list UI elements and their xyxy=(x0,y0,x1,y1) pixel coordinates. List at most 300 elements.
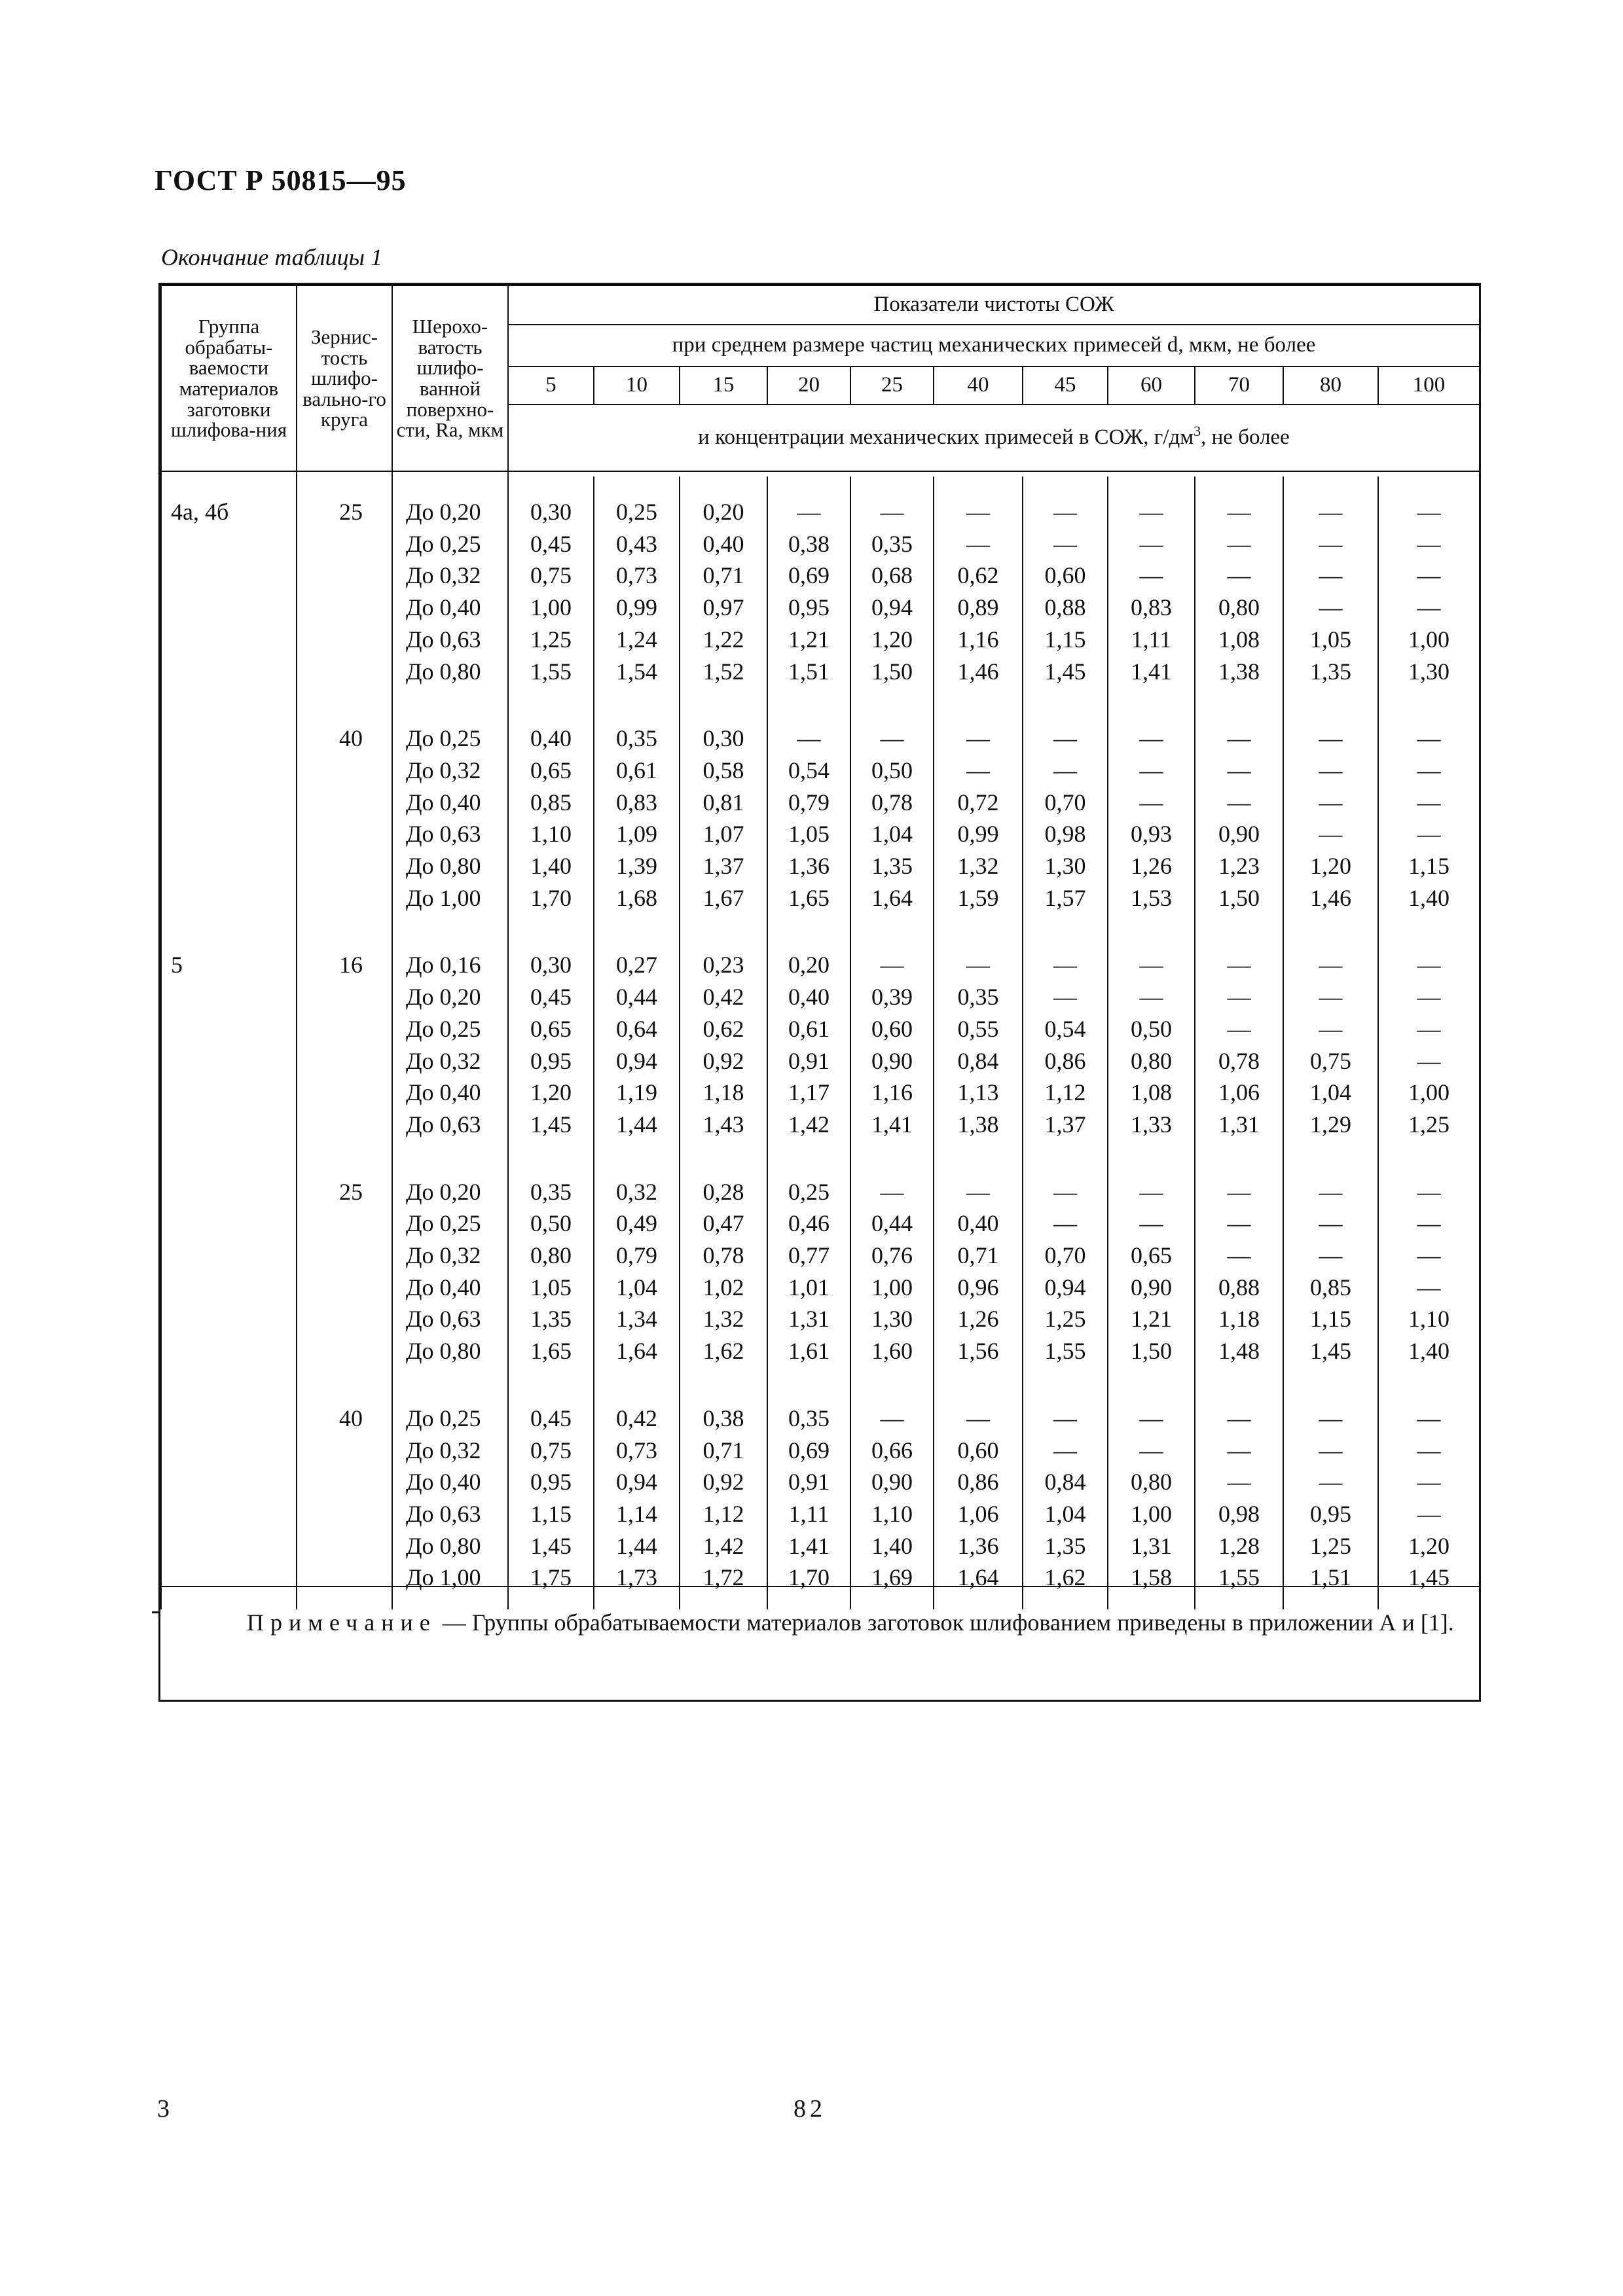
concentration-value: 1,06 xyxy=(957,1500,999,1527)
roughness-value: До 0,40 xyxy=(406,1079,481,1106)
concentration-value: 1,56 xyxy=(957,1338,999,1365)
concentration-value: 1,37 xyxy=(702,853,744,880)
concentration-value: 1,40 xyxy=(1408,1338,1450,1365)
concentration-value: 0,97 xyxy=(702,594,744,621)
concentration-value: 0,40 xyxy=(702,530,744,557)
concentration-value: 1,54 xyxy=(616,658,657,685)
concentration-value: 1,28 xyxy=(1218,1532,1260,1559)
concentration-cell xyxy=(680,476,767,703)
concentration-value: 0,66 xyxy=(871,1437,913,1463)
concentration-value: 1,43 xyxy=(702,1111,744,1138)
size-header-cell: 100 xyxy=(1378,367,1480,404)
concentration-value: 0,94 xyxy=(871,594,913,621)
concentration-value: 1,00 xyxy=(1408,1079,1450,1106)
concentration-value: 0,61 xyxy=(788,1015,830,1042)
concentration-cell xyxy=(1108,703,1195,929)
grain-cell xyxy=(297,476,392,703)
concentration-value: 1,30 xyxy=(1044,853,1086,880)
concentration-value: 0,65 xyxy=(530,1015,572,1042)
table-block-row xyxy=(161,476,1480,703)
header-purity: Показатели чистоты СОЖ xyxy=(508,285,1480,325)
concentration-value: 0,90 xyxy=(871,1047,913,1074)
concentration-value: — xyxy=(1417,530,1441,557)
concentration-value: 0,39 xyxy=(871,984,913,1011)
concentration-value: 1,11 xyxy=(1131,626,1172,653)
concentration-cell xyxy=(850,476,934,703)
concentration-value: 0,84 xyxy=(1044,1469,1086,1496)
concentration-value: 0,78 xyxy=(1218,1047,1260,1074)
concentration-value: — xyxy=(1139,952,1163,978)
concentration-value: 1,42 xyxy=(788,1111,830,1138)
concentration-value: 0,20 xyxy=(788,952,830,978)
concentration-cell xyxy=(1108,1383,1195,1609)
concentration-value: 1,23 xyxy=(1218,853,1260,880)
concentration-value: — xyxy=(1227,1015,1251,1042)
concentration-value: 1,53 xyxy=(1131,884,1172,911)
concentration-value: — xyxy=(1227,984,1251,1011)
concentration-value: 0,77 xyxy=(788,1242,830,1269)
concentration-value: — xyxy=(1319,530,1343,557)
concentration-cell xyxy=(934,703,1023,929)
concentration-value: — xyxy=(1319,757,1343,783)
concentration-value: 0,30 xyxy=(702,725,744,752)
concentration-value: — xyxy=(1053,984,1077,1011)
concentration-value: — xyxy=(1053,499,1077,525)
roughness-value: До 0,25 xyxy=(406,530,481,557)
concentration-cell xyxy=(594,929,680,1156)
concentration-cell xyxy=(1283,703,1378,929)
concentration-value: 1,04 xyxy=(1044,1500,1086,1527)
concentration-value: 0,91 xyxy=(788,1047,830,1074)
concentration-value: 1,70 xyxy=(788,1564,830,1591)
header-concentration-text: и концентрации механических примесей в СОЖ, г/дм xyxy=(698,425,1194,450)
concentration-value: 1,15 xyxy=(1408,853,1450,880)
concentration-value: 1,73 xyxy=(616,1564,657,1591)
concentration-value: — xyxy=(966,1178,990,1205)
concentration-value: — xyxy=(1417,984,1441,1011)
concentration-cell xyxy=(767,476,850,703)
concentration-value: 1,00 xyxy=(530,594,572,621)
concentration-value: — xyxy=(1227,757,1251,783)
grain-cell xyxy=(297,929,392,1156)
concentration-cell xyxy=(1378,703,1480,929)
concentration-value: 1,02 xyxy=(702,1274,744,1300)
concentration-value: 0,54 xyxy=(1044,1015,1086,1042)
concentration-value: — xyxy=(1053,1178,1077,1205)
concentration-value: — xyxy=(1417,1015,1441,1042)
concentration-value: 1,55 xyxy=(1044,1338,1086,1365)
concentration-value: — xyxy=(797,725,821,752)
concentration-value: 0,32 xyxy=(616,1178,657,1205)
concentration-cell xyxy=(850,1157,934,1383)
concentration-value: 0,95 xyxy=(530,1047,572,1074)
concentration-value: 1,09 xyxy=(616,821,657,848)
concentration-value: 0,40 xyxy=(788,984,830,1011)
concentration-value: — xyxy=(1227,1469,1251,1496)
concentration-value: 0,65 xyxy=(1131,1242,1172,1269)
concentration-value: 1,59 xyxy=(957,884,999,911)
group-cell xyxy=(161,1157,297,1383)
roughness-value: До 0,40 xyxy=(406,1274,481,1300)
concentration-value: 1,04 xyxy=(616,1274,657,1300)
concentration-value: — xyxy=(1417,1210,1441,1237)
concentration-value: — xyxy=(1227,789,1251,816)
concentration-value: 0,94 xyxy=(616,1047,657,1074)
roughness-value: До 1,00 xyxy=(406,1564,481,1591)
concentration-value: 0,71 xyxy=(702,1437,744,1463)
concentration-value: 0,69 xyxy=(788,562,830,589)
concentration-value: — xyxy=(1053,1437,1077,1463)
header-rule xyxy=(297,471,392,476)
concentration-value: 1,30 xyxy=(871,1306,913,1333)
concentration-value: 1,62 xyxy=(702,1338,744,1365)
roughness-value: До 1,00 xyxy=(406,884,481,911)
concentration-value: 1,51 xyxy=(788,658,830,685)
concentration-value: — xyxy=(1417,594,1441,621)
concentration-value: 1,65 xyxy=(530,1338,572,1365)
concentration-value: — xyxy=(1319,1437,1343,1463)
concentration-value: 1,12 xyxy=(1044,1079,1086,1106)
size-header-cell: 80 xyxy=(1283,367,1378,404)
concentration-cell xyxy=(1023,1157,1108,1383)
roughness-value: До 0,20 xyxy=(406,984,481,1011)
concentration-value: 1,41 xyxy=(788,1532,830,1559)
concentration-cell xyxy=(1195,476,1283,703)
concentration-value: 0,49 xyxy=(616,1210,657,1237)
table-block-row xyxy=(161,929,1480,1156)
concentration-value: 1,12 xyxy=(702,1500,744,1527)
concentration-value: 1,45 xyxy=(1310,1338,1351,1365)
grain-value: 25 xyxy=(339,499,363,525)
concentration-value: 0,95 xyxy=(530,1469,572,1496)
concentration-value: 0,91 xyxy=(788,1469,830,1496)
concentration-value: 0,75 xyxy=(530,1437,572,1463)
roughness-cell xyxy=(392,1383,508,1609)
concentration-value: 1,65 xyxy=(788,884,830,911)
concentration-value: 1,04 xyxy=(1310,1079,1351,1106)
concentration-value: 0,94 xyxy=(616,1469,657,1496)
concentration-value: 1,45 xyxy=(1408,1564,1450,1591)
concentration-value: — xyxy=(1227,1242,1251,1269)
concentration-value: 1,70 xyxy=(530,884,572,911)
concentration-value: 1,32 xyxy=(957,853,999,880)
concentration-value: — xyxy=(1227,1437,1251,1463)
concentration-cell xyxy=(767,703,850,929)
table-block-row xyxy=(161,1157,1480,1383)
concentration-cell xyxy=(1108,1157,1195,1383)
concentration-value: — xyxy=(966,530,990,557)
concentration-value: 0,93 xyxy=(1131,821,1172,848)
concentration-value: 1,20 xyxy=(871,626,913,653)
header-roughness: Шерохо-ватость шлифо-ванной поверхно-сти, Ra, мкм xyxy=(392,285,508,471)
concentration-value: 0,98 xyxy=(1044,821,1086,848)
concentration-value: 1,15 xyxy=(1044,626,1086,653)
concentration-value: — xyxy=(1227,530,1251,557)
concentration-value: — xyxy=(966,725,990,752)
size-header-cell: 10 xyxy=(594,367,680,404)
concentration-value: 0,35 xyxy=(871,530,913,557)
concentration-value: 1,16 xyxy=(871,1079,913,1106)
roughness-value: До 0,32 xyxy=(406,562,481,589)
concentration-value: 1,29 xyxy=(1310,1111,1351,1138)
roughness-value: До 0,25 xyxy=(406,1405,481,1431)
concentration-value: 0,99 xyxy=(616,594,657,621)
concentration-value: 1,41 xyxy=(871,1111,913,1138)
table-frame xyxy=(158,283,1481,1702)
roughness-cell xyxy=(392,1157,508,1383)
concentration-value: 1,06 xyxy=(1218,1079,1260,1106)
concentration-value: 0,88 xyxy=(1218,1274,1260,1300)
concentration-value: 1,50 xyxy=(1218,884,1260,911)
concentration-value: 1,64 xyxy=(616,1338,657,1365)
concentration-value: 1,50 xyxy=(871,658,913,685)
group-cell xyxy=(161,476,297,703)
concentration-value: 1,00 xyxy=(1408,626,1450,653)
concentration-value: 1,18 xyxy=(702,1079,744,1106)
concentration-value: — xyxy=(1139,725,1163,752)
concentration-cell xyxy=(767,1157,850,1383)
concentration-value: 0,96 xyxy=(957,1274,999,1300)
table-note xyxy=(160,1586,1479,1638)
concentration-cell xyxy=(934,1157,1023,1383)
concentration-value: 1,14 xyxy=(616,1500,657,1527)
concentration-cell xyxy=(680,703,767,929)
concentration-cell xyxy=(1378,1157,1480,1383)
concentration-value: 1,24 xyxy=(616,626,657,653)
concentration-cell xyxy=(1378,929,1480,1156)
concentration-value: 0,50 xyxy=(1131,1015,1172,1042)
concentration-value: 1,13 xyxy=(957,1079,999,1106)
concentration-value: — xyxy=(1417,1274,1441,1300)
concentration-value: — xyxy=(1319,984,1343,1011)
concentration-value: 1,20 xyxy=(530,1079,572,1106)
roughness-value: До 0,16 xyxy=(406,952,481,978)
concentration-value: 0,40 xyxy=(530,725,572,752)
concentration-cell xyxy=(1195,929,1283,1156)
concentration-value: 1,58 xyxy=(1131,1564,1172,1591)
concentration-value: — xyxy=(880,725,904,752)
concentration-value: — xyxy=(1227,725,1251,752)
concentration-value: 0,60 xyxy=(957,1437,999,1463)
size-header-cell: 5 xyxy=(508,367,594,404)
concentration-value: — xyxy=(1319,1469,1343,1496)
concentration-value: — xyxy=(1319,499,1343,525)
table-block-row xyxy=(161,1383,1480,1609)
concentration-value: — xyxy=(1139,1210,1163,1237)
concentration-value: — xyxy=(1319,821,1343,848)
concentration-value: 1,33 xyxy=(1131,1111,1172,1138)
concentration-value: — xyxy=(1139,499,1163,525)
concentration-value: 0,43 xyxy=(616,530,657,557)
concentration-value: 0,86 xyxy=(1044,1047,1086,1074)
header-group: Группа обрабаты-ваемости материалов заготовки шлифова-ния xyxy=(161,285,297,471)
concentration-value: 1,40 xyxy=(530,853,572,880)
concentration-value: — xyxy=(1053,1405,1077,1431)
concentration-value: 1,41 xyxy=(1131,658,1172,685)
concentration-value: 1,00 xyxy=(871,1274,913,1300)
concentration-value: 0,25 xyxy=(616,499,657,525)
concentration-value: 1,37 xyxy=(1044,1111,1086,1138)
concentration-value: 1,57 xyxy=(1044,884,1086,911)
concentration-value: — xyxy=(1417,1469,1441,1496)
concentration-cell xyxy=(1378,476,1480,703)
concentration-value: 1,60 xyxy=(871,1338,913,1365)
concentration-value: — xyxy=(1319,1210,1343,1237)
concentration-cell xyxy=(680,1157,767,1383)
concentration-value: 0,70 xyxy=(1044,1242,1086,1269)
concentration-value: 0,73 xyxy=(616,1437,657,1463)
page-footer-number: 82 xyxy=(793,2095,826,2123)
concentration-cell xyxy=(508,1157,594,1383)
concentration-value: 0,72 xyxy=(957,789,999,816)
concentration-value: — xyxy=(1139,1178,1163,1205)
concentration-value: 1,72 xyxy=(702,1564,744,1591)
concentration-value: — xyxy=(1139,789,1163,816)
concentration-cell xyxy=(1195,1383,1283,1609)
concentration-value: 0,88 xyxy=(1044,594,1086,621)
concentration-value: 0,40 xyxy=(957,1210,999,1237)
concentration-value: 0,75 xyxy=(1310,1047,1351,1074)
concentration-value: 0,46 xyxy=(788,1210,830,1237)
concentration-cell xyxy=(850,929,934,1156)
concentration-value: — xyxy=(1319,1405,1343,1431)
group-value: 4а, 4б xyxy=(171,499,229,525)
concentration-value: 0,62 xyxy=(702,1015,744,1042)
concentration-value: 1,40 xyxy=(1408,884,1450,911)
concentration-value: 1,36 xyxy=(788,853,830,880)
concentration-value: 1,61 xyxy=(788,1338,830,1365)
concentration-cell xyxy=(1283,929,1378,1156)
grain-value: 16 xyxy=(339,952,363,978)
concentration-value: 0,27 xyxy=(616,952,657,978)
concentration-value: 1,25 xyxy=(1310,1532,1351,1559)
concentration-value: 1,26 xyxy=(957,1306,999,1333)
roughness-value: До 0,63 xyxy=(406,1306,481,1333)
concentration-cell xyxy=(594,1383,680,1609)
concentration-value: — xyxy=(1417,499,1441,525)
concentration-value: 0,47 xyxy=(702,1210,744,1237)
concentration-value: 1,20 xyxy=(1310,853,1351,880)
concentration-value: 0,95 xyxy=(1310,1500,1351,1527)
concentration-value: 0,45 xyxy=(530,984,572,1011)
concentration-value: 1,35 xyxy=(1044,1532,1086,1559)
concentration-value: 0,35 xyxy=(530,1178,572,1205)
concentration-value: 1,32 xyxy=(702,1306,744,1333)
concentration-value: 1,21 xyxy=(1131,1306,1172,1333)
concentration-value: 0,71 xyxy=(702,562,744,589)
concentration-value: 1,15 xyxy=(1310,1306,1351,1333)
table-caption: Окончание таблицы 1 xyxy=(161,244,383,270)
concentration-value: — xyxy=(1053,1210,1077,1237)
grain-value: 25 xyxy=(339,1178,363,1205)
concentration-value: — xyxy=(880,952,904,978)
concentration-value: 1,10 xyxy=(1408,1306,1450,1333)
roughness-value: До 0,80 xyxy=(406,1532,481,1559)
concentration-cell xyxy=(1108,476,1195,703)
note-label: Примечание xyxy=(247,1609,437,1636)
concentration-value: — xyxy=(1139,1437,1163,1463)
concentration-value: 0,44 xyxy=(871,1210,913,1237)
concentration-cell xyxy=(508,703,594,929)
header-concentration xyxy=(508,404,1480,471)
concentration-value: 0,68 xyxy=(871,562,913,589)
concentration-value: 0,70 xyxy=(1044,789,1086,816)
concentration-value: — xyxy=(1417,1437,1441,1463)
concentration-value: 1,38 xyxy=(957,1111,999,1138)
concentration-value: 1,25 xyxy=(1408,1111,1450,1138)
concentration-value: — xyxy=(1053,757,1077,783)
roughness-value: До 0,63 xyxy=(406,626,481,653)
concentration-value: 1,46 xyxy=(1310,884,1351,911)
group-cell xyxy=(161,929,297,1156)
concentration-cell xyxy=(594,476,680,703)
concentration-value: 0,92 xyxy=(702,1047,744,1074)
roughness-value: До 0,40 xyxy=(406,1469,481,1496)
concentration-value: — xyxy=(1319,1178,1343,1205)
concentration-value: — xyxy=(1319,1015,1343,1042)
concentration-value: 1,30 xyxy=(1408,658,1450,685)
concentration-value: — xyxy=(1417,1500,1441,1527)
concentration-value: 0,35 xyxy=(616,725,657,752)
concentration-value: 0,30 xyxy=(530,499,572,525)
concentration-cell xyxy=(1108,929,1195,1156)
concentration-value: — xyxy=(1227,952,1251,978)
concentration-value: 0,73 xyxy=(616,562,657,589)
concentration-value: 1,25 xyxy=(1044,1306,1086,1333)
concentration-value: — xyxy=(1319,594,1343,621)
concentration-value: 1,50 xyxy=(1131,1338,1172,1365)
concentration-value: 1,26 xyxy=(1131,853,1172,880)
concentration-cell xyxy=(1023,703,1108,929)
concentration-value: — xyxy=(1053,952,1077,978)
concentration-cell xyxy=(767,1383,850,1609)
roughness-value: До 0,32 xyxy=(406,1242,481,1269)
concentration-cell xyxy=(1378,1383,1480,1609)
concentration-value: 1,05 xyxy=(788,821,830,848)
concentration-value: 0,25 xyxy=(788,1178,830,1205)
concentration-cell xyxy=(1195,1157,1283,1383)
concentration-value: — xyxy=(1227,1210,1251,1237)
roughness-cell xyxy=(392,476,508,703)
concentration-value: — xyxy=(1319,1242,1343,1269)
size-header-cell: 70 xyxy=(1195,367,1283,404)
concentration-value: 0,30 xyxy=(530,952,572,978)
grain-value: 40 xyxy=(339,725,363,752)
concentration-value: 1,36 xyxy=(957,1532,999,1559)
concentration-value: 0,42 xyxy=(616,1405,657,1431)
concentration-value: 0,75 xyxy=(530,562,572,589)
concentration-value: — xyxy=(1319,725,1343,752)
concentration-value: 1,46 xyxy=(957,658,999,685)
concentration-value: 0,80 xyxy=(1131,1047,1172,1074)
roughness-value: До 0,63 xyxy=(406,821,481,848)
group-value: 5 xyxy=(171,952,183,978)
concentration-value: 1,05 xyxy=(1310,626,1351,653)
concentration-cell xyxy=(594,703,680,929)
concentration-value: — xyxy=(966,1405,990,1431)
concentration-value: 0,80 xyxy=(1218,594,1260,621)
concentration-value: 1,00 xyxy=(1131,1500,1172,1527)
concentration-cell xyxy=(850,1383,934,1609)
concentration-value: 0,60 xyxy=(871,1015,913,1042)
concentration-value: 0,23 xyxy=(702,952,744,978)
data-table xyxy=(160,285,1480,1609)
concentration-value: 1,62 xyxy=(1044,1564,1086,1591)
concentration-value: — xyxy=(880,499,904,525)
concentration-value: 1,55 xyxy=(1218,1564,1260,1591)
concentration-value: — xyxy=(1417,757,1441,783)
concentration-value: 0,95 xyxy=(788,594,830,621)
